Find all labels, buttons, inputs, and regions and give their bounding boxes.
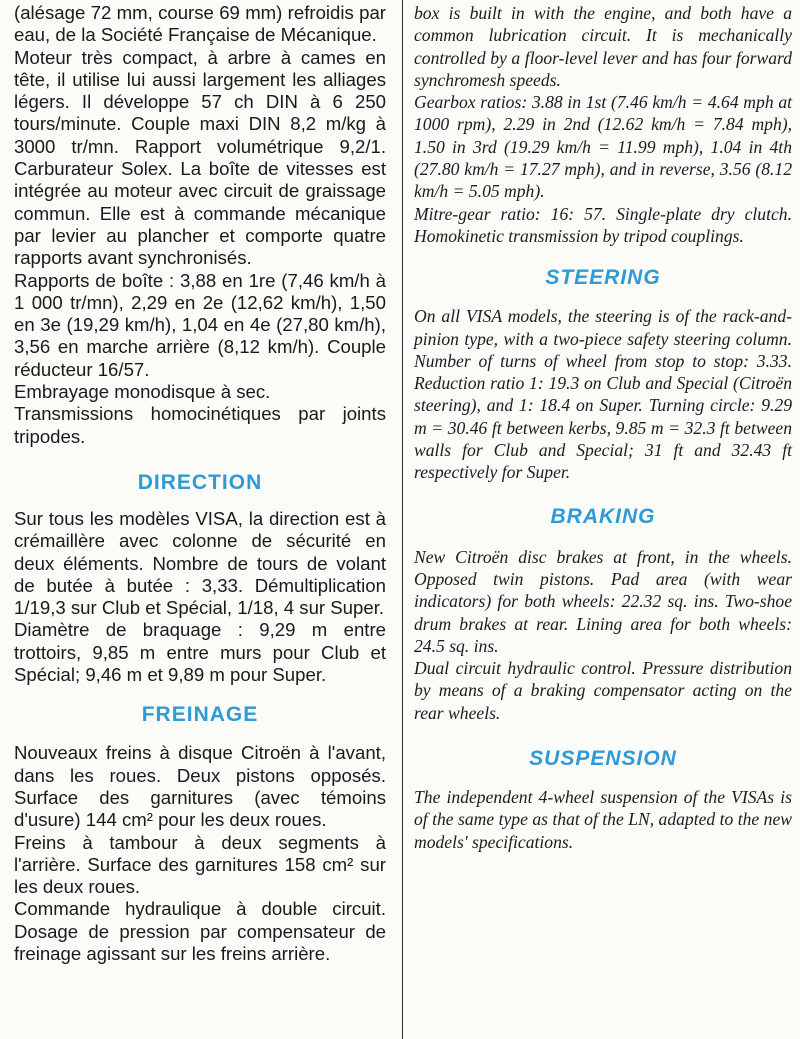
english-column: [414, 2, 792, 853]
fr-transmission: Transmissions homocinétiques par joints tripodes.: [14, 403, 386, 447]
fr-gearbox-ratios: Rapports de boîte : 3,88 en 1re (7,46 km/h à 1 000 tr/mn), 2,29 en 2e (12,62 km/h), 1,50 en 3e (19,29 km/h), 1,04 en 4e (27,80 km/h), 3,56 en marche arrière (8,12 km/h). Couple réducteur 16/57.: [14, 269, 386, 380]
en-disc-brakes: New Citroën disc brakes at front, in the wheels. Opposed twin pistons. Pad area (with wear indicators) for both wheels: 22.32 sq. ins. Two-shoe drum brakes at rear. Lining area for both wheels: 24.5 sq. ins.: [414, 546, 792, 656]
fr-rear-brakes: Freins à tambour à deux segments à l'arrière. Surface des garnitures 158 cm² sur les deux roues.: [14, 831, 386, 898]
french-column: [14, 2, 386, 965]
en-steering-paragraph: On all VISA models, the steering is of the rack-and-pinion type, with a two-piece safety steering column. Number of turns of wheel from stop to stop: 3.33. Reduction ratio 1: 19.3 on Club and Special (Citroën steering), and 1: 18.4 on Super. Turning circle: 9.29 m = 30.46 ft between kerbs, 9.85 m = 32.3 ft between walls for Club and Special; 31 ft and 32.43 ft respectively for Super.: [414, 306, 792, 483]
heading-direction: DIRECTION: [137, 470, 263, 494]
fr-hydraulic-control: Commande hydraulique à double circuit. Dosage de pression par compensateur de freinage agissant sur les freins arrière.: [14, 898, 386, 964]
fr-direction-paragraph: Sur tous les modèles VISA, la direction est à crémaillère avec colonne de sécurité en deux éléments. Nombre de tours de volant de butée à butée : 3,33. Démultiplication 1/19,3 sur Club et Spécial, 1/18, 4 sur Super.: [14, 507, 386, 619]
fr-engine-paragraph: (alésage 72 mm, course 69 mm) refroidis par eau, de la Société Française de Mécanique.: [14, 2, 386, 46]
fr-clutch: Embrayage monodisque à sec.: [14, 381, 271, 403]
heading-steering: STEERING: [545, 266, 661, 290]
heading-freinage: FREINAGE: [141, 703, 259, 727]
heading-braking: BRAKING: [550, 504, 656, 528]
en-suspension-paragraph: The independent 4-wheel suspension of the VISAs is of the same type as that of the LN, adapted to the new models' specifications.: [414, 787, 792, 852]
fr-front-brakes: Nouveaux freins à disque Citroën à l'avant, dans les roues. Deux pistons opposés. Surface des garnitures (avec témoins d'usure) 144 cm² pour les deux roues.: [14, 742, 386, 831]
heading-suspension: SUSPENSION: [529, 747, 677, 771]
en-mitre-gear: Mitre-gear ratio: 16: 57. Single-plate dry clutch. Homokinetic transmission by tripod couplings.: [414, 203, 792, 246]
fr-turning-circle: Diamètre de braquage : 9,29 m entre trottoirs, 9,85 m entre murs pour Club et Spécial; 9,46 m et 9,89 m pour Super.: [14, 619, 386, 686]
en-gearbox-paragraph: box is built in with the engine, and both have a common lubrication circuit. It is mechanically controlled by a floor-level lever and has four forward synchromesh speeds.: [414, 3, 792, 90]
column-divider: [402, 0, 403, 1039]
en-hydraulic-control: Dual circuit hydraulic control. Pressure distribution by means of a braking compensator acting on the rear wheels.: [414, 658, 792, 723]
en-gearbox-ratios: Gearbox ratios: 3.88 in 1st (7.46 km/h = 4.64 mph at 1000 rpm), 2.29 in 2nd (12.62 km/h = 7.84 mph), 1.50 in 3rd (19.29 km/h = 11.99 mph), 1.04 in 4th (27.80 km/h = 17.27 mph), and in reverse, 3.56 (8.12 km/h = 5.05 mph).: [414, 92, 792, 202]
fr-engine-description: Moteur très compact, à arbre à cames en tête, il utilise lui aussi largement les alliages légers. Il développe 57 ch DIN à 6 250 tours/minute. Couple maxi DIN 8,2 m/kg à 3000 tr/mn. Rapport volumétrique 9,2/1. Carburateur Solex. La boîte de vitesses est intégrée au moteur avec circuit de graissage commun. Elle est à commande mécanique par levier au plancher et comporte quatre rapports avant synchronisés.: [14, 46, 386, 269]
